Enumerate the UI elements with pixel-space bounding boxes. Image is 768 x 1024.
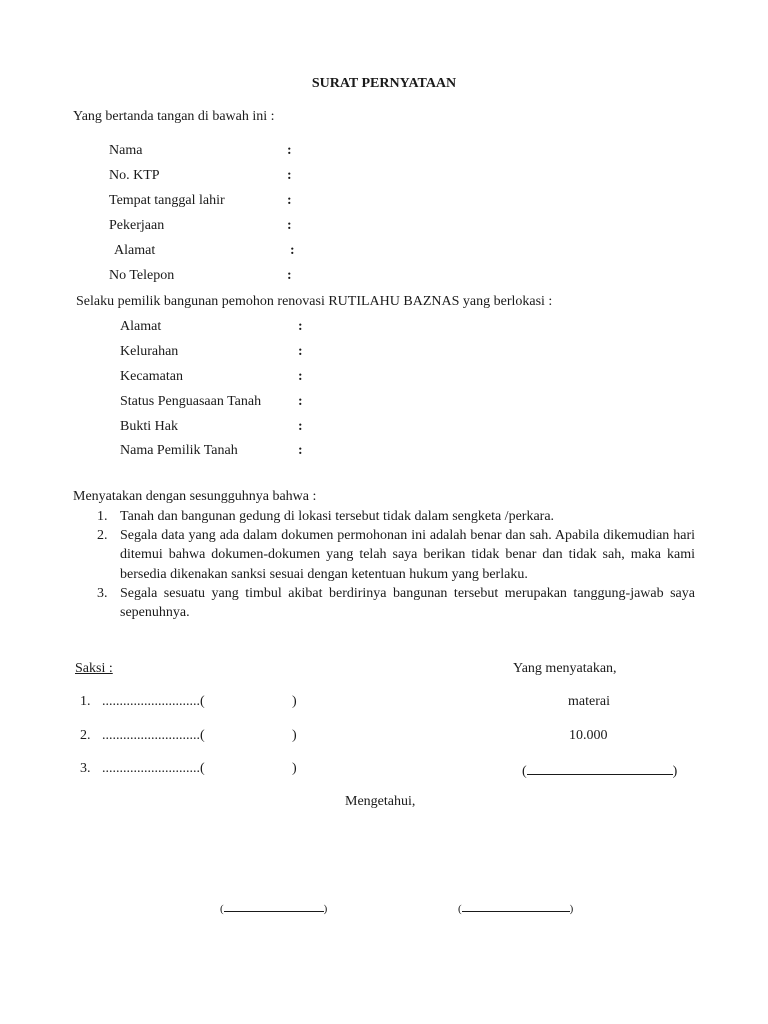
- loc-label-bukti-hak: Bukti Hak: [120, 419, 178, 434]
- intro-text: Yang bertanda tangan di bawah ini :: [73, 109, 275, 124]
- field-colon: :: [298, 344, 303, 359]
- field-colon: :: [298, 394, 303, 409]
- declarant-signature-line: [522, 761, 677, 780]
- loc-label-status: Status Penguasaan Tanah: [120, 394, 262, 409]
- witness-name-line: ............................(: [102, 694, 205, 709]
- field-colon: :: [287, 193, 292, 208]
- location-intro: Selaku pemilik bangunan pemohon renovasi RUTILAHU BAZNAS yang berlokasi :: [76, 294, 553, 309]
- field-label-alamat: Alamat: [114, 243, 156, 258]
- witness-close-paren: ): [292, 694, 297, 709]
- list-item: [97, 584, 695, 622]
- field-colon: :: [298, 319, 303, 334]
- field-colon: :: [287, 143, 292, 158]
- signature-underline: [224, 901, 324, 912]
- witness-number: 3.: [80, 761, 91, 776]
- list-item: [97, 526, 695, 584]
- field-colon: :: [287, 268, 292, 283]
- open-paren: (: [220, 903, 224, 915]
- field-label-nama: Nama: [109, 143, 143, 158]
- field-label-ktp: No. KTP: [109, 168, 160, 183]
- witness-close-paren: ): [292, 761, 297, 776]
- item-text: Segala data yang ada dalam dokumen permohonan ini adalah benar dan sah. Apabila dikemudian hari ditemui bahwa dokumen-dokumen yang telah saya berikan tidak benar dan tidak sah, maka kami bersedia dikenakan sanksi sesuai dengan ketentuan hukum yang berlaku.: [120, 528, 695, 582]
- close-paren: ): [323, 903, 328, 915]
- witness-close-paren: ): [292, 728, 297, 743]
- witness-label: Saksi :: [75, 661, 113, 676]
- item-number: 3.: [97, 585, 108, 601]
- stamp-text: materai: [568, 694, 610, 709]
- field-colon: :: [298, 369, 303, 384]
- field-label-pekerjaan: Pekerjaan: [109, 218, 165, 233]
- stamp-value: 10.000: [569, 728, 608, 743]
- loc-label-kelurahan: Kelurahan: [120, 344, 179, 359]
- field-colon: :: [298, 443, 303, 458]
- witness-name-line: ............................(: [102, 761, 205, 776]
- item-number: 2.: [97, 528, 108, 544]
- statement-list: [97, 507, 695, 622]
- open-paren: (: [522, 764, 527, 779]
- statement-intro: Menyatakan dengan sesungguhnya bahwa :: [73, 489, 317, 504]
- loc-label-kecamatan: Kecamatan: [120, 369, 183, 384]
- field-label-ttl: Tempat tanggal lahir: [109, 193, 225, 208]
- loc-label-pemilik: Nama Pemilik Tanah: [120, 443, 238, 458]
- item-text: Segala sesuatu yang timbul akibat berdirinya bangunan tersebut merupakan tanggung-jawab saya sepenuhnya.: [120, 585, 695, 621]
- document-title: SURAT PERNYATAAN: [311, 76, 457, 91]
- acknowledged-label: Mengetahui,: [345, 794, 416, 809]
- open-paren: (: [458, 903, 462, 915]
- acknowledger-signature-line: [220, 901, 327, 917]
- field-colon: :: [287, 218, 292, 233]
- field-colon: :: [287, 168, 292, 183]
- signature-underline: [462, 901, 570, 912]
- list-item: [97, 507, 695, 526]
- item-text: Tanah dan bangunan gedung di lokasi tersebut tidak dalam sengketa /perkara.: [120, 509, 555, 524]
- witness-number: 2.: [80, 728, 91, 743]
- witness-name-line: ............................(: [102, 728, 205, 743]
- close-paren: ): [569, 903, 574, 915]
- field-colon: :: [298, 419, 303, 434]
- close-paren: ): [672, 764, 678, 779]
- item-number: 1.: [97, 509, 108, 524]
- loc-label-alamat: Alamat: [120, 319, 162, 334]
- signature-underline: [527, 761, 673, 775]
- field-colon: :: [290, 243, 295, 258]
- field-label-telepon: No Telepon: [109, 268, 175, 283]
- acknowledger-signature-line: [458, 901, 573, 917]
- witness-number: 1.: [80, 694, 91, 709]
- declarant-label: Yang menyatakan,: [513, 661, 617, 676]
